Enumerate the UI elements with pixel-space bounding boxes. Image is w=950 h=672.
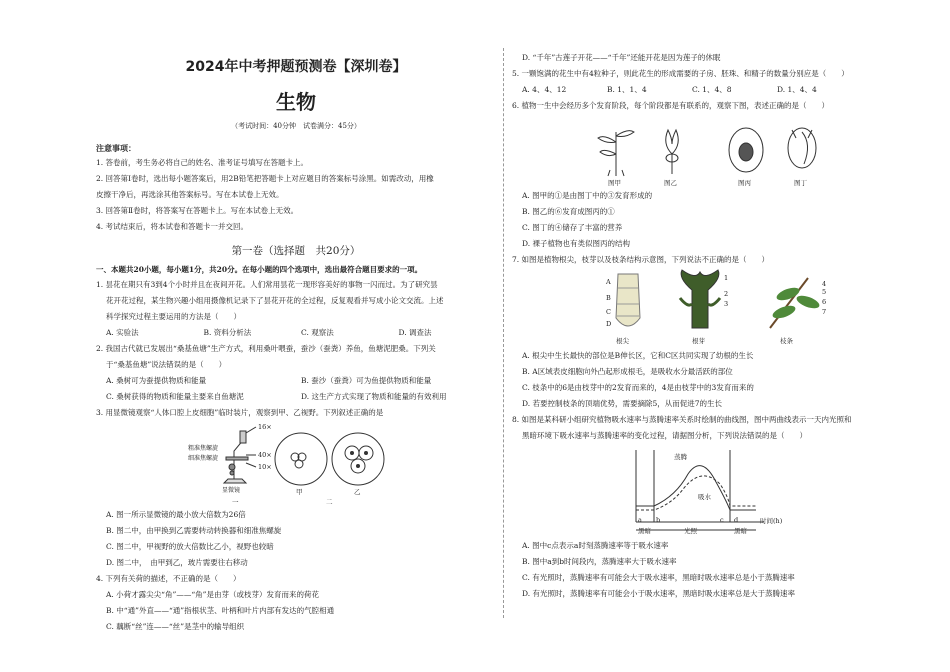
- view-yi-label: 乙: [354, 488, 361, 496]
- question-1-options: [96, 325, 496, 341]
- branch-label-4: 4: [822, 280, 827, 288]
- root-label-d: D: [606, 320, 612, 328]
- option-d: D. 1、4、4: [777, 85, 817, 94]
- question-8-line: 8. 如图是某科研小组研究植物吸水速率与蒸腾速率关系时绘制的曲线图，图中两曲线表示一天内光照和: [512, 415, 852, 424]
- right-column: [512, 50, 862, 602]
- bud-label-1: 1: [724, 274, 729, 282]
- notice-item: 2. 回答第Ⅰ卷时，选出每小题答案后，用2B铅笔把答题卡上对应题目的答案标号涂黑。如需改动，用橡: [96, 174, 434, 183]
- question-8-line: 黑暗环境下吸水速率与蒸腾速率的变化过程，请据图分析，下列说法错误的是（ ）: [522, 431, 807, 440]
- water-rate-figure: [512, 444, 862, 538]
- option-c: C. 观察法: [301, 328, 334, 337]
- point-d-label: d: [734, 516, 739, 524]
- exam-subject: 生物: [276, 90, 316, 114]
- notice-item: 1. 答卷前，考生务必将自己的姓名、准考证号填写在答题卡上。: [96, 158, 309, 167]
- option-a: A. 小荷才露尖尖“角”——“角”是由芽（或枝芽）发育而来的荷花: [106, 590, 320, 599]
- dark-period-label-2: 黑暗: [734, 527, 747, 535]
- option-a: A. 图一所示显微镜的最小放大倍数为26倍: [106, 510, 246, 519]
- bud-label-3: 3: [724, 300, 729, 308]
- question-6-line: 6. 植物一生中会经历多个发育阶段，每个阶段都是有联系的，观察下图，表述正确的是（ ）: [512, 101, 830, 110]
- root-bud-branch-diagram: [512, 268, 862, 340]
- option-b: B. 图乙的⑥发育成图丙的①: [522, 207, 615, 216]
- option-d: D. 这生产方式实现了物质和能量的有效利用: [301, 392, 447, 401]
- lens-40x-label: 40×: [258, 451, 272, 459]
- option-c: C. 藕断“丝”连——“丝”是茎中的输导组织: [106, 622, 245, 631]
- figure-bing-label: 图丙: [738, 179, 751, 187]
- notice-item: 皮擦干净后，再选涂其他答案标号。写在本试卷上无效。: [96, 190, 284, 199]
- microscope-label: 显微镜: [222, 487, 241, 494]
- option-a: A. 桑树可为蚕提供物质和能量: [106, 376, 207, 385]
- notice-item: 4. 考试结束后，将本试卷和答题卡一并交回。: [96, 222, 249, 231]
- option-c: C. 桑树获得的物质和能量主要来自鱼塘泥: [106, 392, 244, 401]
- root-label-a: A: [606, 278, 611, 286]
- question-5-line: 5. 一颗饱满的花生中有4粒种子，则此花生的形成需要的子房、胚珠、和精子的数量分别应是（ ）: [512, 69, 849, 78]
- bud-label: 根芽: [692, 337, 705, 345]
- root-label-c: C: [606, 308, 611, 316]
- option-b: B. 图二中，由甲换到乙需要转动转换器和细准焦螺旋: [106, 526, 282, 535]
- light-period-label: 光照: [684, 527, 697, 535]
- option-a: A. 根尖中生长最快的部位是B伸长区，它和C区共同实现了幼根的生长: [522, 351, 754, 360]
- option-d: D. 有光照时，蒸腾速率有可能会小于吸水速率，黑暗时吸水速率总是大于蒸腾速率: [522, 589, 796, 598]
- question-1-line: 1. 昙花在期只有3到4个小时并且在夜间开花。人们常用昙花一现形容美好的事物一闪而过。为了研究昙: [96, 280, 438, 289]
- option-c: C. 有光照时，蒸腾速率有可能会大于吸水速率，黑暗时吸水速率总是小于蒸腾速率: [522, 573, 795, 582]
- notice-heading: 注意事项：: [96, 143, 136, 153]
- figure-1-label: 一: [232, 498, 239, 506]
- option-a: A. 图中c点表示a时刻蒸腾速率等于吸水速率: [522, 541, 669, 550]
- notice-item: 3. 回答第Ⅱ卷时，将答案写在答题卡上。写在本试卷上无效。: [96, 206, 299, 215]
- option-c: C. 1、4、8: [692, 85, 732, 94]
- transpiration-label: 蒸腾: [674, 453, 687, 461]
- view-jia-label: 甲: [296, 488, 303, 496]
- time-axis-label: 时间(h): [760, 517, 783, 525]
- lens-16x-label: 16×: [258, 423, 272, 431]
- question-2-line: 于“桑基鱼塘”说法错误的是（ ）: [106, 360, 227, 369]
- option-b: B. 资料分析法: [203, 328, 252, 337]
- question-7-line: 7. 如图是植物根尖，枝芽以及枝条结构示意图，下列说法不正确的是（ ）: [512, 255, 770, 264]
- absorption-label: 吸水: [698, 493, 711, 501]
- question-5-options: [512, 82, 862, 98]
- question-1-line: 科学探究过程主要运用的方法是（ ）: [106, 312, 241, 321]
- option-b: B. 中“通”外直——“通”指根状茎、叶柄和叶片内部有发达的气腔相通: [106, 606, 335, 615]
- point-a-label: a: [638, 516, 642, 524]
- exam-info: （考试时间：40分钟 试卷满分：45分）: [231, 122, 361, 130]
- figure-ding-label: 图丁: [794, 179, 807, 187]
- option-d: D. “千年”古莲子开花——“千年”还能开花是因为莲子的休眠: [522, 53, 721, 62]
- option-d: D. 裸子植物也有类似图丙的结构: [522, 239, 631, 248]
- lens-10x-label: 10×: [258, 463, 272, 471]
- fine-knob-label: 细准焦螺旋: [188, 455, 219, 462]
- section-heading: 第一卷（选择题 共20分）: [231, 245, 361, 257]
- option-d: D. 若要控制枝条的顶端优势，需要摘除5，从而促进7的生长: [522, 399, 723, 408]
- option-a: A. 实验法: [106, 328, 139, 337]
- left-column: [96, 52, 496, 635]
- question-2-options: [96, 389, 496, 405]
- figure-yi-label: 图乙: [664, 179, 677, 187]
- column-divider: [503, 48, 504, 618]
- option-c: C. 图丁的④储存了丰富的营养: [522, 223, 623, 232]
- option-c: C. 枝条中的6是由枝芽中的2发育而来的，4是由枝芽中的3发育而来的: [522, 383, 754, 392]
- figure-2-label: 二: [326, 498, 333, 506]
- section-instructions: 一、本题共20小题，每小题1分，共20分。在每小题的四个选项中，选出最符合题目要求的一项。: [96, 265, 423, 274]
- root-tip-label: 根尖: [616, 337, 629, 345]
- bud-label-2: 2: [724, 290, 729, 298]
- option-b: B. 蚕沙（蚕粪）可为鱼提供物质和能量: [301, 376, 432, 385]
- option-b: B. 1、1、4: [607, 85, 647, 94]
- question-1-line: 花开花过程，某生物兴趣小组用摄像机记录下了昙花开花的全过程，反复观看并写成小论文交流。上述: [106, 296, 444, 305]
- question-2-options: [96, 373, 496, 389]
- option-a: A. 图甲的①是由图丁中的③发育形成的: [522, 191, 653, 200]
- question-2-line: 2. 我国古代就已发展出“桑基鱼塘”生产方式，利用桑叶喂蚕，蚕沙（蚕粪）养鱼，鱼塘泥肥桑。下列关: [96, 344, 436, 353]
- branch-label: 枝条: [780, 337, 793, 345]
- point-b-label: b: [656, 516, 661, 524]
- branch-label-7: 7: [822, 308, 827, 316]
- exam-title: 2024年中考押题预测卷【深圳卷】: [185, 59, 407, 75]
- question-3-line: 3. 用显微镜观察“人体口腔上皮细胞”临时装片，观察到甲、乙视野。下列叙述正确的是: [96, 408, 384, 417]
- plant-development-figure: [512, 114, 862, 188]
- dark-period-label: 黑暗: [638, 527, 651, 535]
- option-d: D. 图二中， 由甲到乙，玻片需要往右移动: [106, 558, 248, 567]
- point-c-label: c: [720, 516, 724, 524]
- root-bud-branch-figure: [512, 268, 862, 348]
- figure-jia-label: 图甲: [608, 179, 621, 187]
- microscope-figure: [96, 421, 496, 507]
- branch-label-5: 5: [822, 288, 827, 296]
- water-rate-diagram: [512, 444, 862, 538]
- plant-development-diagram: [512, 114, 862, 178]
- question-4-line: 4. 下列有关荷的描述，不正确的是（ ）: [96, 574, 241, 583]
- option-c: C. 图二中，甲视野的放大倍数比乙小，视野也较暗: [106, 542, 274, 551]
- option-b: B. A区域表皮细胞向外凸起形成根毛，是吸收水分最活跃的部位: [522, 367, 733, 376]
- root-label-b: B: [606, 294, 611, 302]
- option-a: A. 4、4、12: [522, 85, 567, 94]
- branch-label-6: 6: [822, 298, 827, 306]
- option-b: B. 图中a到b时间段内，蒸腾速率大于吸水速率: [522, 557, 677, 566]
- option-d: D. 调查法: [398, 328, 432, 337]
- coarse-knob-label: 粗准焦螺旋: [188, 445, 219, 452]
